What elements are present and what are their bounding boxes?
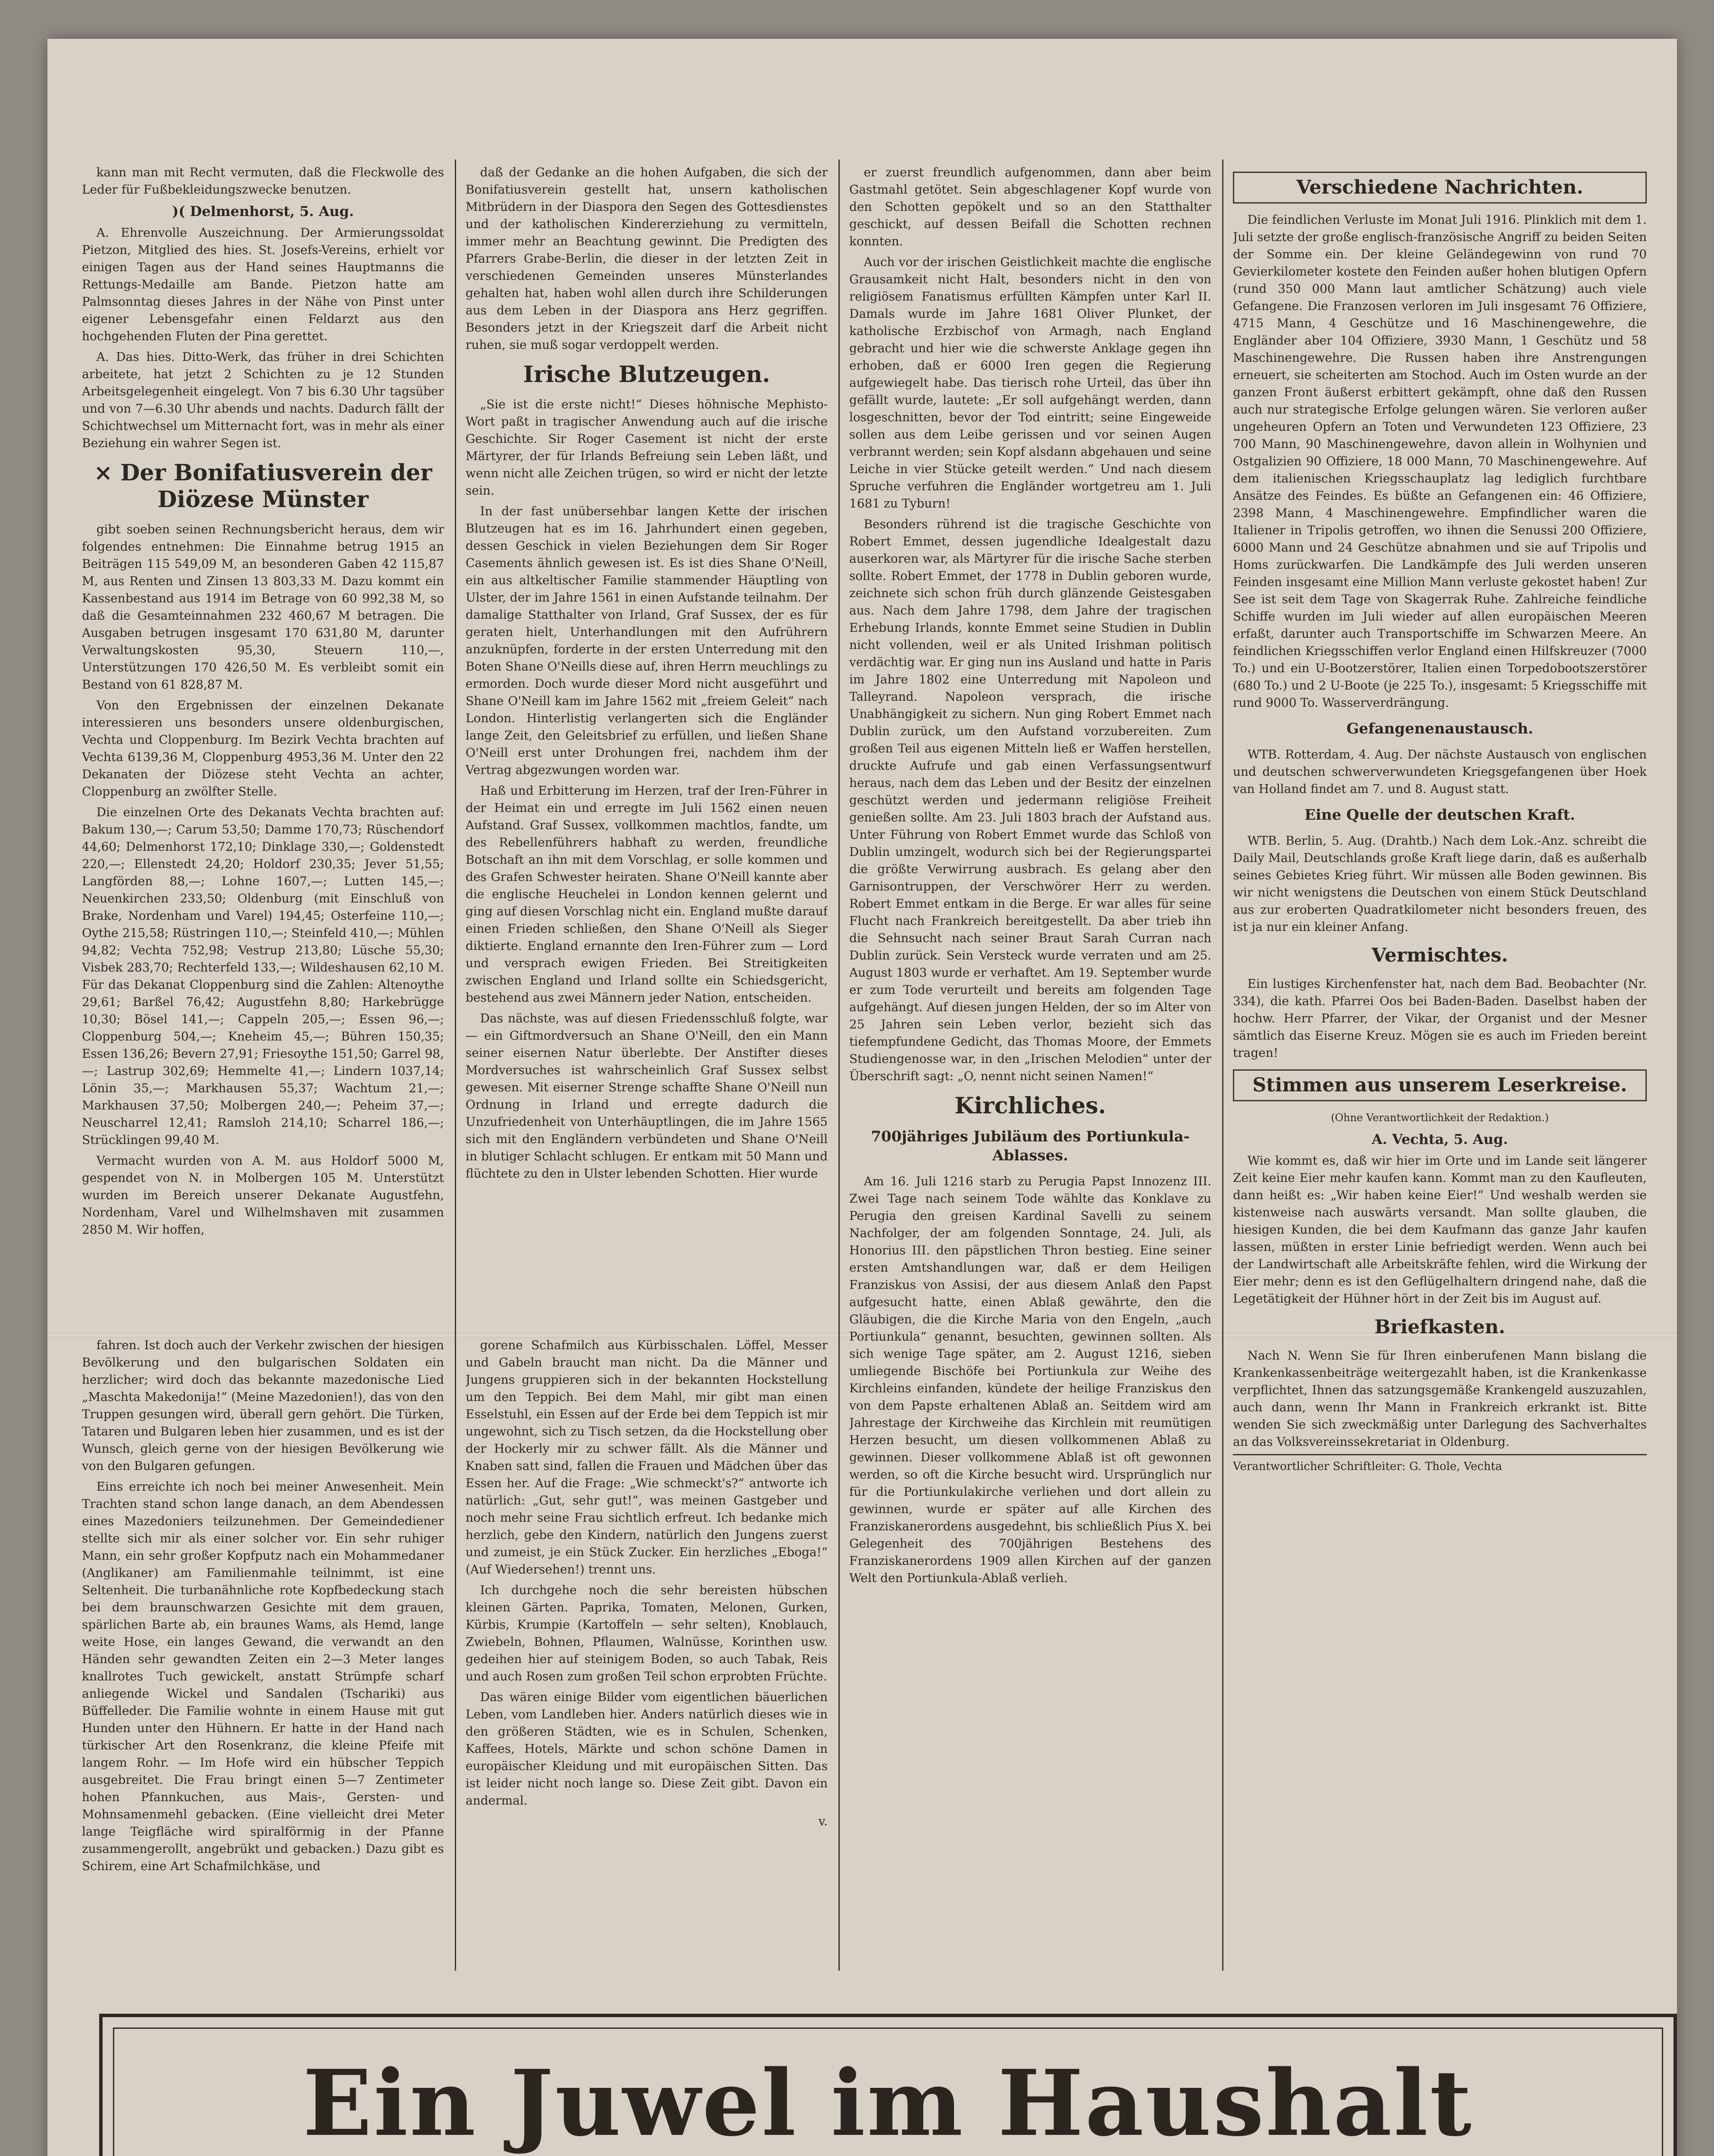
- article-paragraph: er zuerst freundlich aufgenommen, dann aber beim Gastmahl getötet. Sein abgeschlagener Kopf wurde von den Schotten gepökelt und so an den Statthalter geschickt, auf dessen Beifall die Schotten rechnen konnten.: [849, 165, 1211, 248]
- section-heading: Eine Quelle der deutschen Kraft.: [1304, 806, 1575, 824]
- article-paragraph: Die feindlichen Verluste im Monat Juli 1916. Plinklich mit dem 1. Juli setzte der große englisch-französische Angriff zu beiden Seiten der Somme ein. Der kleine Geländegewinn von rund 70 Gevierkilometer kostete den Feinden außer hohen blutigen Opfern (rund 350 000 Mann laut amtlicher Schätzung) auch viele Gefangene. Die Franzosen verloren im Juli insgesamt 76 Offiziere, 4715 Mann, 4 Geschütze und 16 Maschinengewehre, die Engländer aber 104 Offiziere, 3930 Mann, 1 Geschütz und 58 Maschinengewehre. Die Russen haben ihre Anstrengungen erneuert, sie scheiterten am Stochod. Auch im Osten wurde an der ganzen Front äußerst erbittert gekämpft, ohne daß den Russen auch nur strategische Erfolge gelungen wären. Sie verloren außer ungeheuren Opfern an Toten und Verwundeten 123 Offiziere, 23 700 Mann, 90 Maschinengewehre, davon allein in Wolhynien und Ostgalizien 90 Offiziere, 18 000 Mann, 70 Maschinengewehre. Auf dem italienischen Kriegsschauplatz lag lediglich furchtbare Ansätze des Feindes. Es büßte an Gefangenen ein: 46 Offiziere, 2398 Mann, 4 Maschinengewehre. Empfindlicher waren die Italiener in Tripolis getroffen, wo ihnen die Senussi 200 Offiziere, 6000 Mann und 24 Geschütze abnahmen und sie auf Tripolis und Homs zurückwarfen. Die Landkämpfe des Juli werden unseren Feinden insgesamt eine Million Mann verluste gekostet haben! Zur See ist seit dem Tage von Skagerrak Ruhe. Zahlreiche feindliche Schiffe wurden im Juli wieder auf allen europäischen Meeren erfaßt, darunter auch Transportschiffe im Schwarzen Meere. An feindlichen Kriegsschiffen verlor England einen Hilfskreuzer (7000 To.) und ein U-Bootzerstörer, Italien einen Torpedobootszerstörer (680 To.) und 2 U-Boote (je 225 To.), insgesamt: 5 Kriegsschiffe mit rund 9000 To. Wasserverdrängung.: [1233, 213, 1647, 710]
- ad-headline: Ein Juwel im Haushalt: [303, 2050, 1473, 2156]
- article-paragraph: In der fast unübersehbar langen Kette der irischen Blutzeugen hat es im 16. Jahrhundert einen gegeben, dessen Geschick in vielen Beziehungen dem Sir Roger Casements ähnlich gewesen ist. Es ist dies Shane O'Neill, ein aus altkeltischer Familie stammender Häuptling von Ulster, der im Jahre 1561 in einen Aufstande teilnahm. Der damalige Statthalter von Irland, Graf Sussex, der es für geraten hielt, Unterhandlungen mit den Aufrührern anzuknüpfen, forderte in der ersten Unterredung mit den Boten Shane O'Neills diese auf, ihren Herrn meuchlings zu ermorden. Doch wurde dieser Mord nicht ausgeführt und Shane O'Neill kam im Jahre 1562 mit „freiem Geleit“ nach London. Hinterlistig verlangerten sich die Engländer lange Zeit, den Geleitsbrief zu erfüllen, und ließen Shane O'Neill erst unter Drohungen frei, nachdem ihm der Vertrag abgezwungen worden war.: [466, 504, 828, 777]
- section-subtitle: (Ohne Verantwortlichkeit der Redaktion.): [1331, 1112, 1549, 1124]
- article-paragraph: Das nächste, was auf diesen Friedensschluß folgte, war — ein Giftmordversuch an Shane O'Neill, den ein Mann seiner eisernen Natur überlebte. Der Anstifter dieses Mordversuches ist wahrscheinlich Graf Sussex selbst gewesen. Mit eiserner Strenge schaffte Shane O'Neill nun Ordnung in Irland und erregte dadurch die Unzufriedenheit von Unterhäuptlingen, die im Jahre 1565 sich mit den Engländern verbündeten und Shane O'Neill in blutiger Schlacht schlugen. Er entkam mit 50 Mann und flüchtete zu den in Ulster lebenden Schotten. Hier wurde: [466, 1011, 828, 1181]
- column-rule: [838, 160, 840, 1971]
- section-heading: Stimmen aus unserem Leserkreise.: [1233, 1069, 1647, 1101]
- column-1: [82, 164, 444, 1319]
- article-paragraph: fahren. Ist doch auch der Verkehr zwischen der hiesigen Bevölkerung und den bulgarischen Soldaten ein herzlicher; wird doch das bekannte mazedonische Lied „Maschta Makedonija!“ (Meine Mazedonien!), das von den Truppen gesungen wird, überall gern gehört. Die Türken, Tataren und Bulgaren leben hier zusammen, und es ist der Wunsch, gleich gerne von der hiesigen Bevölkerung wie von den Bulgaren gefungen.: [82, 1338, 444, 1473]
- article-paragraph: Am 16. Juli 1216 starb zu Perugia Papst Innozenz III. Zwei Tage nach seinem Tode wählte das Konklave zu Perugia den greisen Kardinal Savelli zu seinem Nachfolger, der am folgenden Sonntage, 24. Juli, als Honorius III. den päpstlichen Thron bestieg. Eine seiner ersten Amtshandlungen war, daß er dem Heiligen Franziskus von Assisi, der aus diesem Anlaß den Papst aufgesucht hatte, einen Ablaß gewährte, den die Gläubigen, die die Kirche Maria von den Engeln, „auch Portiunkula“ genannt, besuchten, gewinnen sollten. Als sich wenige Tage später, am 2. August 1216, sieben umliegende Bischöfe bei Portiunkula zur Weihe des Kirchleins einfanden, kündete der heilige Franziskus den von dem Papste erhaltenen Ablaß an. Seitdem wird am Jahrestage der Kirchweihe das Kirchlein mit reumütigen Herzen besucht, um diesen vollkommenen Ablaß zu gewinnen. Dieser vollkommene Ablaß ist oft gewonnen werden, so oft die Kirche besucht wird. Ursprünglich nur für die Portiunkulakirche verliehen und dort allein zu gewinnen, wurde er später auf alle Kirchen des Franziskanerordens ausgedehnt, bis schließlich Pius X. bei Gelegenheit des 700jährigen Bestehens des Franziskanerordens 1909 allen Kirchen auf der ganzen Welt den Portiunkula-Ablaß verlieh.: [849, 1174, 1211, 1585]
- article-paragraph: A. Ehrenvolle Auszeichnung. Der Armierungssoldat Pietzon, Mitglied des hies. St. Josefs-Vereins, erhielt vor einigen Tagen aus der Hand seines Hauptmanns die Rettungs-Medaille am Bande. Pietzon hatte am Palmsonntag dieses Jahres in der Nähe von Pinst unter eigener Lebensgefahr einen Feldarzt aus den hochgehenden Fluten der Pina gerettet.: [82, 226, 444, 343]
- editor-signature: Verantwortlicher Schriftleiter: G. Thole, Vechta: [1233, 1454, 1647, 1475]
- article-paragraph: daß der Gedanke an die hohen Aufgaben, die sich der Bonifatiusverein gestellt hat, unsern katholischen Mitbrüdern in der Diaspora den Segen des Gottesdienstes und der katholischen Kindererziehung zu vermitteln, immer mehr an Beachtung gewinnt. Die Predigten des Pfarrers Grabe-Berlin, die dieser in der letzten Zeit in verschiedenen Gemeinden unseres Münsterlandes gehalten hat, haben wohl allen durch ihre Schilderungen aus dem Leben in der Diaspora ans Herz gegriffen. Besonders jetzt in der Kriegszeit darf die Arbeit nicht ruhen, sie muß sogar verdoppelt werden.: [466, 165, 828, 352]
- article-paragraph: Wie kommt es, daß wir hier im Orte und im Lande seit längerer Zeit keine Eier mehr kaufen kann. Kommt man zu den Kaufleuten, dann heißt es: „Wir haben keine Eier!“ Und weshalb werden sie kistenweise nach auswärts versandt. Man sollte glauben, die hiesigen Kunden, die bei dem Kaufmann das ganze Jahr kaufen lassen, müßten in erster Linie befriedigt werden. Wenn auch bei der Landwirtschaft alle Arbeitskräfte fehlen, wird die Wirkung der Eier mehr; denn es ist den Geflügelhaltern dringend nahe, daß die Legetätigkeit der Hühner hört in der Zeit bis im August auf.: [1233, 1153, 1647, 1306]
- article-paragraph: WTB. Rotterdam, 4. Aug. Der nächste Austausch von englischen und deutschen schwerverwundeten Kriegsgefangenen über Hoek van Holland findet am 7. und 8. August statt.: [1233, 747, 1647, 796]
- article-paragraph: „Sie ist die erste nicht!“ Dieses höhnische Mephisto-Wort paßt in tragischer Anwendung auch auf die irische Geschichte. Sir Roger Casement ist nicht der erste Märtyrer, der für Irlands Befreiung sein Leben läßt, und wenn nicht alle Zeichen trügen, so wird er nicht der letzte sein.: [466, 397, 828, 498]
- column-rule: [455, 160, 456, 1971]
- column-2: [466, 164, 828, 1319]
- section-heading: 700jähriges Jubiläum des Portiunkula-Ablasses.: [871, 1128, 1190, 1164]
- article-paragraph: Von den Ergebnissen der einzelnen Dekanate interessieren uns besonders unsere oldenburgischen, Vechta und Cloppenburg. Im Bezirk Vechta brachten auf Vechta 6139,36 M, Cloppenburg 4953,36 M. Unter den 22 Dekanaten der Diözese steht Vechta an achter, Cloppenburg an zwölfter Stelle.: [82, 698, 444, 799]
- author-sign: v.: [818, 1814, 828, 1828]
- section-heading: Briefkasten.: [1374, 1316, 1505, 1338]
- column-rule: [1222, 160, 1223, 1971]
- dateline: )( Delmenhorst, 5. Aug.: [172, 203, 354, 219]
- dateline: A. Vechta, 5. Aug.: [1371, 1131, 1508, 1147]
- article-paragraph: WTB. Berlin, 5. Aug. (Drahtb.) Nach dem Lok.-Anz. schreibt die Daily Mail, Deutschlands große Kraft liege darin, daß es außerhalb seines Gebietes Krieg führt. Wir müssen alle Boden gewinnen. Bis wir nicht wenigstens die Deutschen von einem Stück Deutschland aus zur eroberten Quadratkilometer nicht besonders freuen, des ist ja nur ein kleiner Anfang.: [1233, 834, 1647, 934]
- article-paragraph: Die einzelnen Orte des Dekanats Vechta brachten auf: Bakum 130,—; Carum 53,50; Damme 170,73; Rüschendorf 44,60; Delmenhorst 172,10; Dinklage 330,—; Goldenstedt 220,—; Ellenstedt 24,20; Holdorf 230,35; Jever 51,55; Langförden 88,—; Lohne 1607,—; Lutten 145,—; Neuenkirchen 233,50; Oldenburg (mit Einschluß von Brake, Nordenham und Varel) 194,45; Osterfeine 110,—; Oythe 215,58; Rüstringen 110,—; Steinfeld 410,—; Mühlen 94,82; Vechta 752,98; Vestrup 213,80; Lüsche 55,30; Visbek 283,70; Rechterfeld 133,—; Wildeshausen 62,10 M. Für das Dekanat Cloppenburg sind die Zahlen: Altenoythe 29,61; Barßel 76,42; Augustfehn 8,80; Harkebrügge 10,30; Bösel 141,—; Cappeln 205,—; Essen 96,—; Cloppenburg 504,—; Kneheim 45,—; Bühren 150,35; Essen 136,26; Bevern 27,91; Friesoythe 151,50; Garrel 98,—; Lastrup 302,69; Hemmelte 41,—; Lindern 1037,14; Lönin 35,—; Markhausen 55,37; Wachtum 21,—; Markhausen 37,50; Molbergen 240,—; Peheim 37,—; Neuscharrel 12,41; Ramsloh 214,10; Scharrel 186,—; Strücklingen 99,40 M.: [82, 805, 444, 1147]
- article-paragraph: gibt soeben seinen Rechnungsbericht heraus, dem wir folgendes entnehmen: Die Einnahme betrug 1915 an Beiträgen 115 549,09 M, an besonderen Gaben 42 115,87 M, aus Renten und Zinsen 13 803,33 M. Dazu kommt ein Kassenbestand aus 1914 im Betrage von 60 992,38 M, so daß die Gesamteinnahmen 232 460,67 M betragen. Die Ausgaben betrugen insgesamt 170 631,80 M, darunter Verwaltungskosten 95,30, Steuern 110,—, Unterstützungen 170 426,50 M. Es verbleibt somit ein Bestand von 61 828,87 M.: [82, 522, 444, 692]
- article-paragraph: Nach N. Wenn Sie für Ihren einberufenen Mann bislang die Krankenkassenbeiträge weitergezahlt haben, ist die Krankenkasse verpflichtet, Ihnen das satzungsgemäße Krankengeld auszuzahlen, auch dann, wenn Ihr Mann in Frankreich erkrankt ist. Bitte wenden Sie sich zweckmäßig unter Darlegung des Sachverhaltes an das Volksvereinssekretariat in Oldenburg.: [1233, 1348, 1647, 1449]
- article-paragraph: Ein lustiges Kirchenfenster hat, nach dem Bad. Beobachter (Nr. 334), die kath. Pfarrei Oos bei Baden-Baden. Daselbst haben der hochw. Herr Pfarrer, der Vikar, der Organist und der Mesner sämtlich das Eiserne Kreuz. Mögen sie es auch im Frieden bereint tragen!: [1233, 977, 1647, 1060]
- article-paragraph: A. Das hies. Ditto-Werk, das früher in drei Schichten arbeitete, hat jetzt 2 Schichten zu je 12 Stunden Arbeitsgelegenheit eingelegt. Von 7 bis 6.30 Uhr tagsüber und von 7—6.30 Uhr abends und nachts. Dadurch fällt der Schichtwechsel um Mitternacht fort, was in mehr als einer Beziehung ein wahrer Segen ist.: [82, 350, 444, 450]
- article-paragraph: Besonders rührend ist die tragische Geschichte von Robert Emmet, dessen jugendliche Idealgestalt dazu auserkoren war, als Märtyrer für die irische Sache sterben sollte. Robert Emmet, der 1778 in Dublin geboren wurde, zeichnete sich schon früh durch glänzende Geistesgaben aus. Nach dem Jahre 1798, dem Jahre der tragischen Erhebung Irlands, konnte Emmet seine Studien in Dublin nicht vollenden, weil er als United Irishman politisch verdächtig war. Er ging nun ins Ausland und hatte in Paris im Jahre 1802 eine Unterredung mit Napoleon und Talleyrand. Napoleon versprach, die irische Unabhängigkeit zu sichern. Nun ging Robert Emmet nach Dublin zurück, um den Aufstand vorzubereiten. Zum großen Teil aus eigenen Mitteln ließ er Waffen herstellen, druckte Aufrufe und gab einen Verfassungsentwurf heraus, nach dem das Leben und der Besitz der einzelnen geschützt werden und jedermann religiöse Freiheit genießen sollte. Am 23. Juli 1803 brach der Aufstand aus. Unter Führung von Robert Emmet wurde das Schloß von Dublin umzingelt, wodurch sich bei der Regierungspartei die größte Verwirrung ausbrach. Es gelang aber den Garnisontruppen, der Verschwörer Herr zu werden. Robert Emmet entkam in die Berge. Er war alles für seine Flucht nach Frankreich bereitgestellt. Da aber trieb ihn die Sehnsucht nach seiner Braut Sarah Curran nach Dublin zurück. Sein Versteck wurde verraten und am 25. August 1803 wurde er verhaftet. Am 19. September wurde er zum Tode verurteilt und bereits am folgenden Tage aufgehängt. Auf diesen jungen Helden, der so im Alter von 25 Jahren sein Leben verlor, bezieht sich das tiefempfundene Gedicht, das Thomas Moore, der Emmets Studiengenosse war, in den „Irischen Melodien“ unter der Überschrift sagt: „O, nennt nicht seinen Namen!“: [849, 517, 1211, 1083]
- column-4: [1233, 164, 1647, 1975]
- section-heading: Irische Blutzeugen.: [523, 361, 770, 388]
- column-3: [849, 164, 1211, 1975]
- article-paragraph: gorene Schafmilch aus Kürbisschalen. Löffel, Messer und Gabeln braucht man nicht. Da die Männer und Jungens gruppieren sich in der bekannten Hockstellung um den Teppich. Bei dem Mahl, mir gibt man einen Esselstuhl, ein Essen auf der Erde bei dem Teppich ist mir ungewohnt, sich zu Tisch setzen, da die Hockstellung ober der Hockerly mir zu schwer fällt. Als die Männer und Knaben satt sind, fallen die Frauen und Mädchen über das Essen her. Auf die Frage: „Wie schmeckt's?“ antworte ich natürlich: „Gut, sehr gut!“, was meinen Gastgeber und noch mehr seine Frau sichtlich erfreut. Ich bedanke mich herzlich, gebe den Kindern, natürlich den Jungens zuerst und zumeist, je ein Stück Zucker. Ein herzliches „Eboga!“ (Auf Wiedersehen!) trennt uns.: [466, 1338, 828, 1576]
- article-paragraph: Eins erreichte ich noch bei meiner Anwesenheit. Mein Trachten stand schon lange danach, an dem Abendessen eines Mazedoniers teilzunehmen. Der Gemeindediener stellte sich mir als einer solcher vor. Ein sehr ruhiger Mann, ein sehr großer Kopfputz nach ein Mohammedaner (Anglikaner) am Familienmahle teilnimmt, ist eine Seltenheit. Die turbanähnliche rote Kopfbedeckung stach bei dem braunschwarzen Gesichte mit dem grauen, spärlichen Barte ab, ein braunes Wams, als Hemd, lange weite Hose, ein langes Gewand, die verwandt an den Händen sehr gewandten Zeiten ein 2—3 Meter langes knallrotes Tuch gewickelt, anstatt Strümpfe scharf anliegende Wickel und Sandalen (Tschariki) aus Büffelleder. Die Familie wohnte in einem Hause mit gut Hunden unter den Hühnern. Er hatte in der Hand nach türkischer Art den Rosenkranz, die kleine Pfeife mit langem Rohr. — Im Hofe wird ein hübscher Teppich ausgebreitet. Die Frau bringt einen 5—7 Zentimeter hohen Pfannkuchen, aus Mais-, Gersten- und Mohnsamenmehl gebacken. (Eine vielleicht drei Meter lange Teigfläche wird spiralförmig in der Pfanne zusammengerollt, angebrükt und gebacken.) Dazu gibt es Schirem, eine Art Schafmilchkäse, und: [82, 1479, 444, 1873]
- advertisement: [99, 2014, 1677, 2156]
- lower-column-1: [82, 1337, 444, 1975]
- section-heading: Kirchliches.: [954, 1093, 1106, 1119]
- section-heading: × Der Bonifatiusverein der Diözese Münster: [94, 460, 432, 513]
- section-heading: Vermischtes.: [1371, 944, 1508, 966]
- lower-column-2: [466, 1337, 828, 1975]
- article-paragraph: kann man mit Recht vermuten, daß die Fleckwolle des Leder für Fußbekleidungszwecke benutzen.: [82, 165, 444, 197]
- newspaper-page: [47, 39, 1677, 2156]
- article-paragraph: Haß und Erbitterung im Herzen, traf der Iren-Führer in der Heimat ein und erregte im Juli 1562 einen neuen Aufstand. Graf Sussex, vollkommen machtlos, fandte, um des Rebellenführers habhaft zu werden, freundliche Botschaft an ihn mit dem Vorschlag, er solle kommen und des Grafen Schwester heiraten. Shane O'Neill kannte aber die englische Heuchelei in London kennen gelernt und ging auf diesen Vorschlag nicht ein. England mußte darauf einen Frieden schließen, den Shane O'Neill als Sieger diktierte. England ernannte den Iren-Führer zum — Lord und versprach ewigen Frieden. Bei Streitigkeiten zwischen England und Irland sollte ein Schiedsgericht, bestehend aus zwei Männern jeder Nation, entscheiden.: [466, 783, 828, 1005]
- article-paragraph: Auch vor der irischen Geistlichkeit machte die englische Grausamkeit nicht Halt, besonders nicht in den von religiösem Fanatismus erfüllten Kämpfen unter Karl II. Damals wurde im Jahre 1681 Oliver Plunket, der katholische Erzbischof von Armagh, nach England gebracht und hier wie die schwerste Anklage gegen ihn erhoben, daß er 6000 Iren gegen die Regierung aufgewiegelt habe. Das tierisch rohe Urteil, das über ihn gefällt wurde, lautete: „Er soll aufgehängt werden, dann losgeschnitten, bevor der Tod eintritt; seine Eingeweide sollen aus dem Leibe gerissen und vor seinen Augen verbrannt werden; sein Kopf alsdann abgehauen und seine Leiche in vier Stücke geteilt werden.“ Und nach diesem Spruche verfuhren die Engländer wortgetreu am 1. Juli 1681 zu Tyburn!: [849, 255, 1211, 511]
- section-heading: Verschiedene Nachrichten.: [1233, 172, 1647, 204]
- article-paragraph: Das wären einige Bilder vom eigentlichen bäuerlichen Leben, vom Landleben hier. Anders natürlich dieses wie in den größeren Städten, wie es in Schulen, Schenken, Kaffees, Hotels, Märkte und schon schöne Damen in europäischer Kleidung und mit europäischen Sitten. Das ist leider nicht noch lange so. Diese Zeit gibt. Davon ein andermal.: [466, 1690, 828, 1808]
- section-heading: Gefangenenaustausch.: [1346, 720, 1533, 737]
- article-paragraph: Vermacht wurden von A. M. aus Holdorf 5000 M, gespendet von N. in Molbergen 105 M. Unterstützt wurden im Bereich unserer Dekanate Augustfehn, Nordenham, Varel und Wilhelmshaven mit zusammen 2850 M. Wir hoffen,: [82, 1153, 444, 1237]
- article-paragraph: Ich durchgehe noch die sehr bereisten hübschen kleinen Gärten. Paprika, Tomaten, Melonen, Gurken, Kürbis, Krumpie (Kartoffeln — sehr selten), Knoblauch, Zwiebeln, Bohnen, Pflaumen, Walnüsse, Korinthen usw. gedeihen hier auf steinigem Boden, so auch Tabak, Reis und auch Rosen zum großen Teil schon erprobten Früchte.: [466, 1583, 828, 1683]
